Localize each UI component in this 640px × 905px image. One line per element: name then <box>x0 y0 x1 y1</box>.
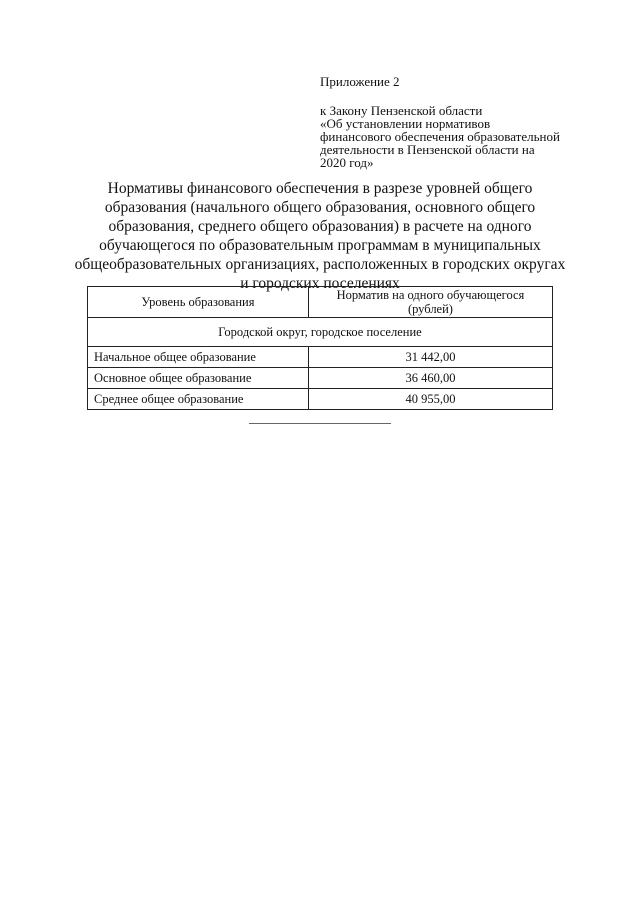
title-line: образования (начального общего образования, основного общего <box>104 199 536 216</box>
appendix-line: 2020 год» <box>320 155 374 170</box>
title-line: Нормативы финансового обеспечения в разрезе уровней общего <box>107 180 533 197</box>
table-row <box>88 368 553 389</box>
title-line: образования, среднего общего образования) в расчете на одного <box>108 218 532 235</box>
row-value: 31 442,00 <box>308 347 552 368</box>
column-header-level: Уровень образования <box>88 287 309 318</box>
table-row <box>88 347 553 368</box>
title-line: общеобразовательных организациях, расположенных в городских округах <box>74 256 566 273</box>
appendix-title: Приложение 2 <box>320 74 400 89</box>
column-header-norm <box>308 287 552 318</box>
row-value: 40 955,00 <box>308 389 552 410</box>
row-value: 36 460,00 <box>308 368 552 389</box>
appendix-line: «Об установлении нормативов <box>320 116 491 131</box>
table-row <box>88 389 553 410</box>
column-header-norm-unit: (рублей) <box>407 302 453 316</box>
column-header-norm-line: Норматив на одного обучающегося <box>336 288 525 302</box>
table-group-row <box>88 318 553 347</box>
closing-divider <box>249 423 391 424</box>
document-title <box>60 179 580 293</box>
row-level: Среднее общее образование <box>88 389 309 410</box>
appendix-line: финансового обеспечения образовательной <box>320 129 560 144</box>
norms-table <box>87 286 553 410</box>
row-level: Начальное общее образование <box>88 347 309 368</box>
title-line: и городских поселениях <box>240 275 400 292</box>
appendix-line: деятельности в Пензенской области на <box>320 142 535 157</box>
table-header-row <box>88 287 553 318</box>
group-label: Городской округ, городское поселение <box>88 318 553 347</box>
row-level: Основное общее образование <box>88 368 309 389</box>
appendix-header <box>320 75 620 169</box>
appendix-line: к Закону Пензенской области <box>320 103 483 118</box>
title-line: обучающегося по образовательным программам в муниципальных <box>99 237 541 254</box>
